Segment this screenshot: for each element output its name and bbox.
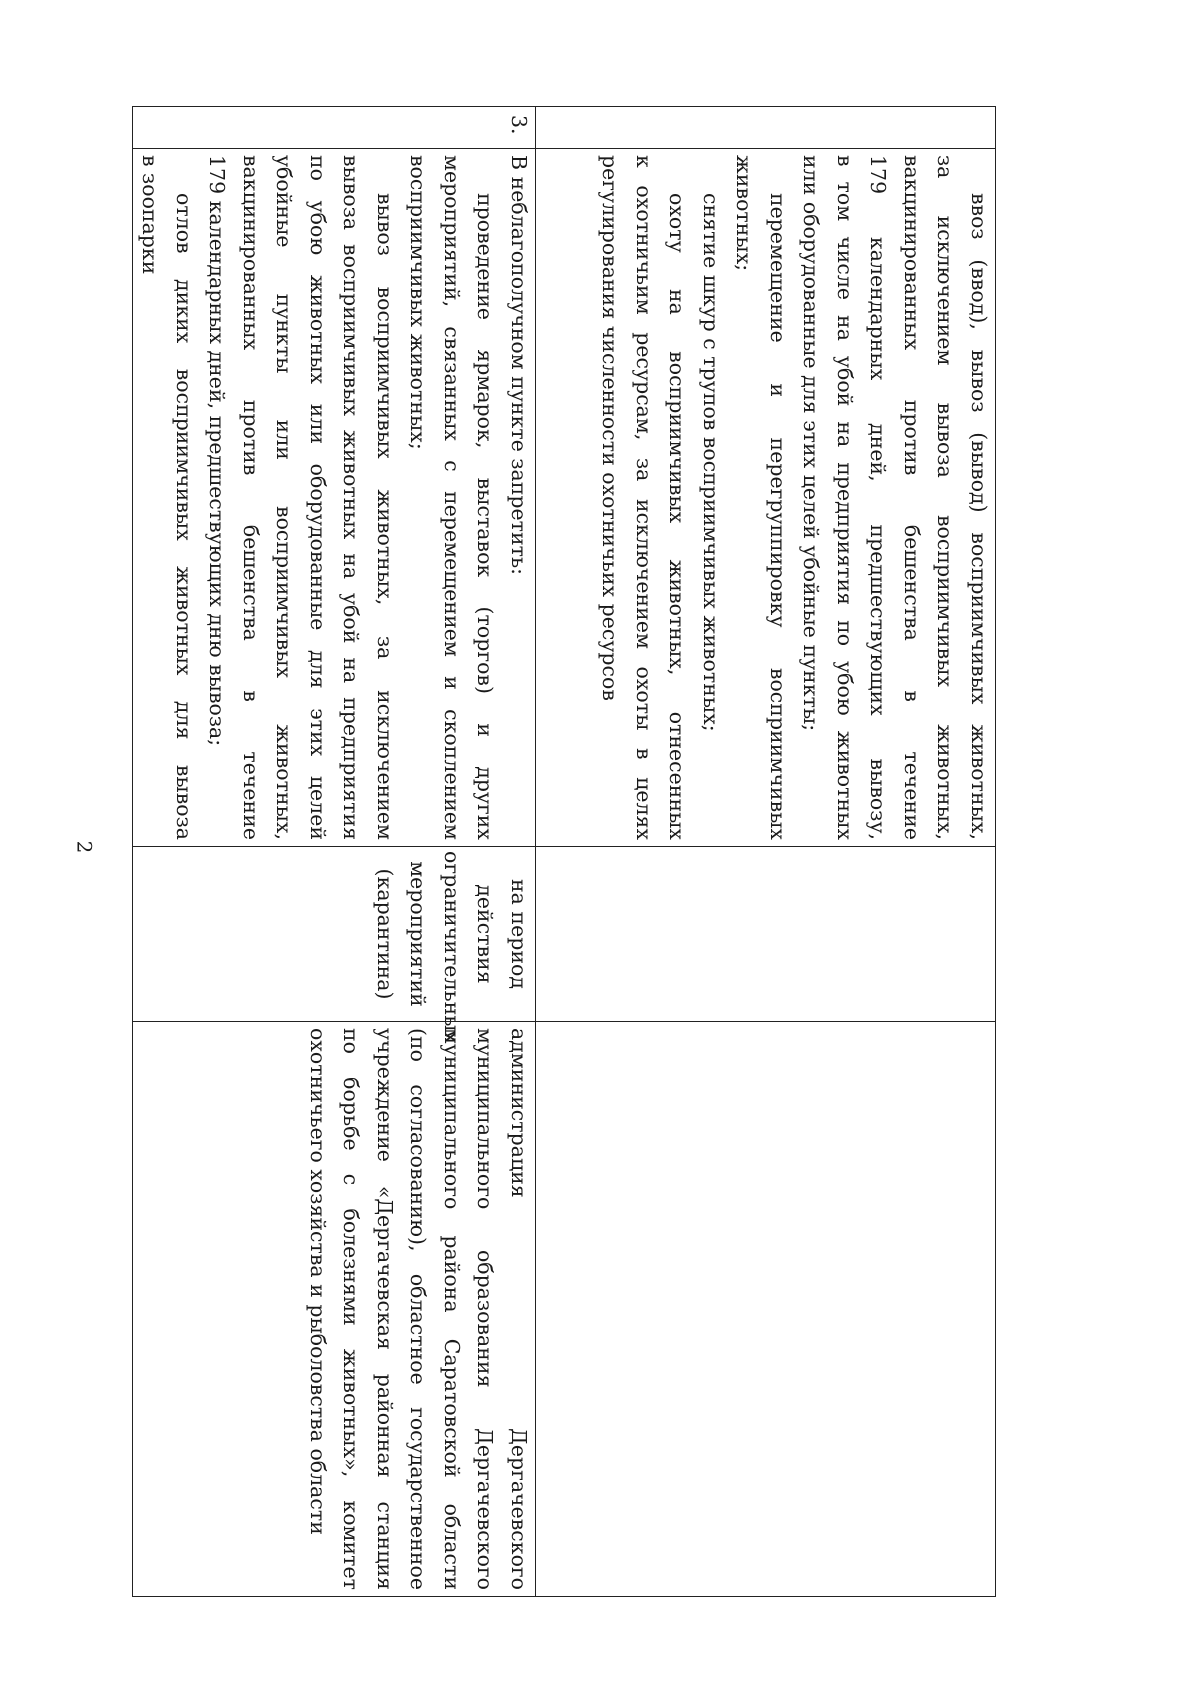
responsible-text-line: администрация Дергачевского	[507, 1028, 531, 1590]
table-row	[133, 107, 536, 1597]
measure-text-line: снятие шкур с трупов восприимчивых животных;	[699, 193, 723, 732]
term-text-line: ограничительных	[440, 851, 464, 1044]
responsible-text-line: по борьбе с болезнями животных», комитет	[339, 1028, 364, 1590]
measure-text-line: охоту на восприимчивых животных, отнесенных	[665, 193, 690, 840]
term-text-line: на период	[507, 879, 531, 989]
measure-text-line: регулирования численности охотничьих ресурсов	[598, 155, 623, 701]
measure-text-line: вывоза восприимчивых животных на убой на предприятия	[339, 155, 364, 840]
measure-text-line: перемещение и перегруппировку восприимчивых	[766, 193, 790, 840]
responsible-text-line: муниципального образования Дергачевского	[473, 1028, 498, 1590]
responsible-text-line: муниципального района Саратовской области	[440, 1028, 464, 1590]
measure-text-line: проведение ярмарок, выставок (торгов) и других	[473, 193, 498, 840]
row-number-cell: 3.	[133, 107, 536, 149]
measure-text-line: В неблагополучном пункте запретить:	[507, 155, 531, 576]
responsible-text-line: (по согласованию), областное государственное	[406, 1028, 431, 1590]
responsible-text-line: охотничьего хозяйства и рыболовства области	[306, 1028, 330, 1535]
responsible-cell	[133, 1022, 536, 1597]
term-text-line: действия	[473, 884, 498, 984]
measures-cell	[536, 149, 996, 847]
measure-text-line: в зоопарки	[138, 155, 163, 275]
measure-text-line: 179 календарных дней, предшествующих дню вывоза;	[205, 155, 230, 747]
measure-text-line: отлов диких восприимчивых животных для вывоза	[172, 193, 196, 840]
measure-text-line: или оборудованные для этих целей убойные пункты;	[799, 155, 824, 732]
responsible-cell	[536, 1022, 996, 1597]
measure-text-line: вакцинированных против бешенства в течение	[900, 155, 924, 840]
measure-text-line: 179 календарных дней, предшествующих вывозу,	[866, 155, 891, 840]
measure-text-line: убойные пункты или восприимчивых животных,	[272, 155, 297, 840]
row-number-cell	[536, 107, 996, 149]
measures-table	[132, 106, 996, 1597]
term-cell	[536, 847, 996, 1022]
measure-text-line: по убою животных или оборудованные для этих целей	[306, 155, 330, 840]
table-row	[536, 107, 996, 1597]
measure-text-line: ввоз (ввод), вывоз (вывод) восприимчивых животных,	[967, 193, 991, 840]
measure-text-line: восприимчивых животных;	[406, 155, 431, 450]
measure-text-line: к охотничьим ресурсам, за исключением охоты в целях	[632, 155, 656, 840]
measure-text-line: животных;	[732, 155, 757, 272]
measures-table-wrapper	[138, 106, 996, 1596]
measure-text-line: за исключением вывоза восприимчивых животных,	[933, 155, 958, 840]
measure-text-line: в том числе на убой на предприятия по убою животных	[833, 155, 857, 840]
measures-cell	[133, 149, 536, 847]
measure-text-line: мероприятий, связанных с перемещением и скоплением	[440, 155, 464, 840]
responsible-text-line: учреждение «Дергачевская районная станция	[373, 1028, 397, 1590]
term-text-line: мероприятий	[406, 861, 431, 1007]
page-number: 2	[72, 840, 97, 854]
term-cell	[133, 847, 536, 1044]
term-text-line: (карантина)	[373, 868, 397, 1000]
measure-text-line: вывоз восприимчивых животных, за исключением	[373, 193, 397, 840]
measure-text-line: вакцинированных против бешенства в течение	[239, 155, 263, 840]
